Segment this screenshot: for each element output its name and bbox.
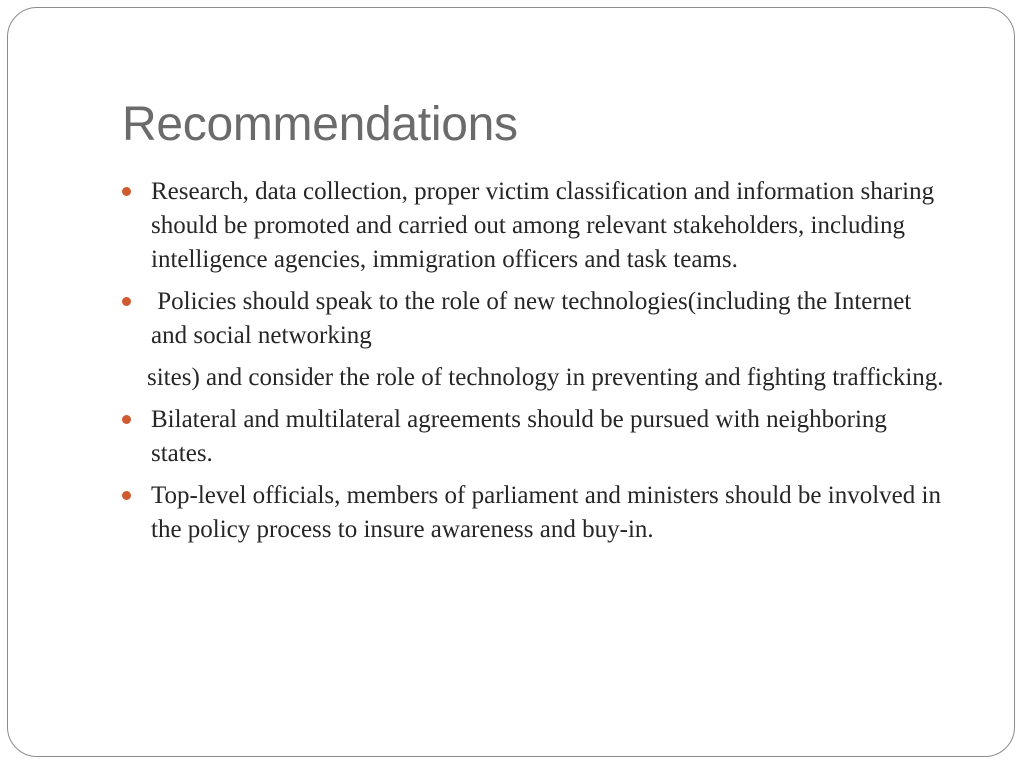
list-item (122, 479, 952, 547)
bullet-dot-icon (122, 415, 131, 424)
list-item (122, 285, 952, 353)
slide-frame (7, 7, 1015, 757)
list-item (122, 175, 952, 277)
bullet-dot-icon (122, 297, 131, 306)
list-item-continuation (122, 361, 952, 395)
bullet-dot-icon (122, 187, 131, 196)
list-item-text: Bilateral and multilateral agreements should be pursued with neighboring states. (151, 406, 887, 467)
slide-title: Recommendations (122, 98, 518, 151)
list-item (122, 403, 952, 471)
list-item-text: Research, data collection, proper victim classification and information sharing should be promoted and carried out among relevant stakeholders, including intelligence agencies, immigration officers and task teams. (151, 178, 935, 273)
bullet-list (122, 175, 952, 555)
list-item-text: Policies should speak to the role of new technologies(including the Internet and social networking (151, 288, 918, 349)
list-item-text: sites) and consider the role of technology in preventing and fighting trafficking. (147, 364, 944, 391)
list-item-text: Top-level officials, members of parliament and ministers should be involved in the policy process to insure awareness and buy-in. (151, 482, 941, 543)
bullet-dot-icon (122, 491, 131, 500)
